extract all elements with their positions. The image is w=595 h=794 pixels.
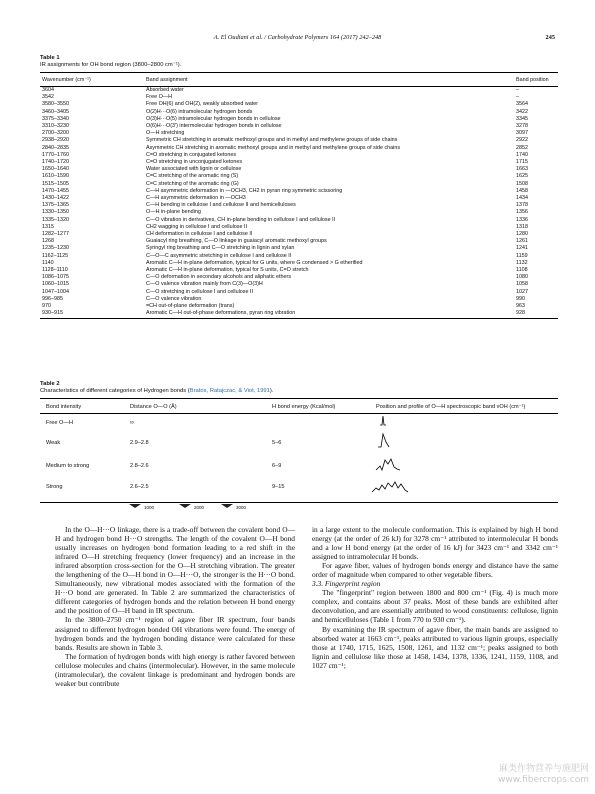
table1-cell: C—O valence vibration	[146, 295, 202, 302]
table1-cell: C—O stretching in cellulose I and cellulose II	[146, 288, 253, 295]
table1-cell: 2922	[516, 137, 528, 144]
table1-row	[40, 245, 558, 252]
table1-row	[40, 281, 558, 288]
table1-cell: C—H asymmetric deformation in —OCH3	[146, 195, 246, 202]
table1-cell: 3460–3405	[42, 108, 69, 115]
strong-band-profile	[372, 482, 408, 492]
table1-cell: 963	[516, 303, 525, 310]
table2-cell: Weak	[46, 440, 61, 446]
table2-header: Bond intensity	[46, 404, 82, 410]
table1-cell: 1515–1505	[42, 180, 69, 187]
table1-cell: 1027	[516, 288, 528, 295]
table2-caption-text: Characteristics of different categories of Hydrogen bonds (	[40, 388, 190, 394]
table1-header: Band assignment	[144, 73, 514, 87]
table1-cell: 1770–1760	[42, 151, 69, 158]
table2-label: Table 2	[40, 381, 60, 387]
table1-cell: C—H asymmetric deformation in —OCH3, CH2 in pyran ring symmetric scissoring	[146, 187, 343, 194]
table1-cell: 3097	[516, 130, 528, 137]
table1-cell: Asymmetric CH stretching in aromatic methoxyl groups and in methyl and methylene groups of side chains	[146, 144, 401, 151]
table1-header: Band position	[514, 73, 558, 87]
table1-cell: 1268	[42, 238, 54, 245]
table1-cell: O(2)H···O(6) intramolecular hydrogen bonds	[146, 108, 253, 115]
table1-row	[40, 202, 558, 209]
table1-cell: O—H stretching	[146, 130, 185, 137]
table1-cell: 1336	[516, 216, 528, 223]
table2-header: Position and profile of O—H spectroscopic band νOH (cm⁻¹)	[376, 404, 526, 410]
table1-cell: 1280	[516, 231, 528, 238]
table1-body	[40, 87, 558, 319]
table1-cell: Aromatic C—H out-of-phase deformations, pyran ring vibration	[144, 310, 514, 318]
table1-header: Wavenumber (cm⁻¹)	[40, 73, 144, 87]
table1-cell: 3580–3550	[42, 101, 69, 108]
medium-band-profile	[376, 459, 400, 470]
table1-cell: 1235–1230	[42, 245, 69, 252]
journal-citation: A. El Oudiani et al. / Carbohydrate Polymers 164 (2017) 242–248	[213, 34, 382, 41]
table1-cell: 1470–1455	[42, 187, 69, 194]
paragraph: By examining the IR spectrum of agave fiber, the main bands are assigned to absorbed water at 1663 cm⁻¹, peaks attributed to various lignin groups, especially those at 1740, 1715, 1625, 1508, 1261, and 1132 cm⁻¹; peaks assigned to both lignin and cellulose like those at 1458, 1434, 1378, 1336, 1241, 1159, 1108, and 1027 cm⁻¹;	[312, 624, 558, 670]
table1-row	[40, 224, 558, 231]
table1-cell: 3345	[516, 115, 528, 122]
table1-cell: O—H in-plane bending	[146, 209, 201, 216]
table1-cell: 1058	[516, 281, 528, 288]
table1-cell: 970	[42, 303, 51, 310]
table1-row	[40, 188, 558, 195]
table1-cell: Aromatic C—H in-plane deformation, typical for S units, C=O stretch	[146, 267, 309, 274]
table1-cell: 1047–1004	[42, 288, 69, 295]
table1-cell: 1740	[516, 151, 528, 158]
table1-cell: C—O—C asymmetric stretching in cellulose I and cellulose II	[146, 252, 292, 259]
table1-row	[40, 101, 558, 108]
table1-cell: –	[516, 87, 519, 93]
table1-cell: 3542	[42, 94, 54, 101]
table1-cell: 2700–3200	[42, 130, 69, 137]
table1-cell: 1140	[42, 259, 54, 266]
table1-row	[40, 159, 558, 166]
table1-row	[40, 152, 558, 159]
table1-cell: O(3)H···O(5) intramolecular hydrogen bonds in cellulose	[146, 115, 281, 122]
table1-cell: C—H bending in cellulose I and cellulose II and hemicelluloses	[146, 202, 296, 209]
table1-cell: 1261	[516, 238, 528, 245]
watermark-line: www.fibercrops.com	[498, 775, 589, 785]
table1-row	[40, 166, 558, 173]
table1	[40, 72, 558, 319]
table1-cell: Free O—H	[146, 94, 173, 101]
watermark-line: 麻类作物营养与施肥网	[498, 764, 589, 774]
table1-cell: 1378	[516, 202, 528, 209]
table1-header-row	[40, 73, 558, 87]
table1-cell: 3422	[516, 108, 528, 115]
table2-cell: ∞	[130, 420, 134, 426]
table1-cell: 1108	[516, 267, 528, 274]
table1-cell: Water associated with lignin or cellulose	[146, 166, 242, 173]
table1-cell: =CH out-of-plane deformation (trans)	[146, 303, 235, 310]
table2-cell: Strong	[46, 484, 63, 490]
page-number: 245	[545, 34, 555, 41]
table1-row	[40, 116, 558, 123]
table1-cell: 1080	[516, 274, 528, 281]
table1-row	[40, 310, 558, 318]
axis-mark-label: 3000	[236, 505, 247, 510]
table1-cell: 1375–1365	[42, 202, 69, 209]
table1-row	[40, 274, 558, 281]
table1-cell: Symmetric CH stretching in aromatic methoxyl groups and in methyl and methylene groups of side chains	[146, 137, 398, 144]
table1-row	[40, 109, 558, 116]
table1-row	[40, 260, 558, 267]
table1-row	[40, 87, 558, 95]
right-column-text	[312, 525, 558, 670]
table1-cell: 928	[514, 310, 558, 318]
table1-title: IR assignments for OH bond region (3800–2800 cm⁻¹).	[40, 62, 182, 68]
left-column-text	[55, 525, 295, 688]
running-header	[40, 34, 555, 44]
table1-cell: CH deformation in cellulose I and cellulose II	[146, 231, 253, 238]
table1-cell: 996–985	[42, 295, 63, 302]
table1-cell: Aromatic C—H in-plane deformation, typical for G units, where G condensed > G etherified	[146, 259, 363, 266]
table1-cell: 3375–3340	[42, 115, 69, 122]
watermark	[498, 764, 589, 786]
table1-cell: 2840–2835	[42, 144, 69, 151]
paragraph: The formation of hydrogen bonds with high energy is rather favored between cellulose molecules and chains (intermolecular). However, in the same molecule (intramolecular), the covalent linkage is predominant and hydrogen bonds are weaker but contribute	[55, 651, 295, 688]
table1-cell: 1335–1320	[42, 216, 69, 223]
table1-cell: 1159	[516, 252, 528, 259]
table1-cell: 1132	[516, 259, 528, 266]
table1-cell: 1282–1277	[42, 231, 69, 238]
paragraph: in a large extent to the molecule conformation. This is explained by high H bond energy (at the order of 26 kJ) for 3278 cm⁻¹ attributed to intermolecular H bonds and a low H bond energy (at the order of 16 kJ) for 3423 cm⁻¹ and 3342 cm⁻¹ assigned to intramolecular H bonds.	[312, 525, 558, 562]
table1-cell: 1330–1350	[42, 209, 69, 216]
table2-cell: Medium to strong	[46, 463, 90, 469]
table1-cell: 1458	[516, 187, 528, 194]
table2-caption-end: ).	[269, 388, 274, 394]
table1-cell: 1086–1075	[42, 274, 69, 281]
table1-cell: 1610–1590	[42, 173, 69, 180]
table1-label: Table 1	[40, 55, 60, 61]
table1-cell: 1650–1640	[42, 166, 69, 173]
table1-row	[40, 253, 558, 260]
table1-cell: 1060–1015	[42, 281, 69, 288]
table2-cell: 2.9–2.8	[130, 440, 149, 446]
paragraph: In the O—H···O linkage, there is a trade-off between the covalent bond O—H and hydrogen bond H···O strengths. The length of the covalent O—H bond usually increases on hydrogen bond formation leading to a red shift in the infrared O—H stretching frequency (lower frequency) and an increase in the infrared absorption cross-section for the O—H stretching vibration. The greater the lengthening of the O—H bond in O—H···O, the stronger is the H···O bond. Simultaneously, new vibrational modes associated with the formation of the H···O bond are generated. In Table 2 are summarized the characteristics of different categories of hydrogen bonds and the relation between H bond energy and the position of O—H band in IR spectrum.	[55, 525, 295, 616]
table2-cell: 5–6	[272, 440, 282, 446]
axis-mark-label: 1000	[144, 505, 155, 510]
table1-cell: –	[516, 94, 519, 101]
paragraph: In the 3800–2750 cm⁻¹ region of agave fiber IR spectrum, four bands assigned to different hydrogen bonded OH vibrations were found. The energy of hydrogen bonds and the hydrogen bonding distance were calculated for these bands. Results are shown in Table 3.	[55, 615, 295, 652]
table1-cell: C=O stretching in conjugated ketones	[146, 151, 237, 158]
table1-cell: CH2 wagging in cellulose I and cellulose II	[146, 223, 247, 230]
table1-row	[40, 94, 558, 101]
table2-header: H bond energy (Kcal/mol)	[272, 404, 336, 410]
table1-cell: 1315	[42, 223, 54, 230]
table1-row	[40, 296, 558, 303]
table1-row	[40, 195, 558, 202]
table1-cell: 1318	[516, 223, 528, 230]
free-oh-band-profile	[380, 416, 386, 425]
table1-cell: Absorbed water	[146, 87, 184, 93]
table1-cell: 1740–1720	[42, 159, 69, 166]
table1-cell: O(6)H···O(3') intermolecular hydrogen bonds in cellulose	[146, 123, 282, 130]
table1-cell: 3310–3230	[42, 123, 69, 130]
table1-cell: C—O valence vibration mainly from C(3)—O(3)H	[146, 281, 263, 288]
table1-cell: 1356	[516, 209, 528, 216]
axis-marker-icon	[128, 503, 142, 509]
table1-row	[40, 123, 558, 130]
table1-row	[40, 217, 558, 224]
table1-cell: C=C stretching of the aromatic ring (G)	[146, 180, 239, 187]
table1-cell: 990	[516, 295, 525, 302]
table2-top-rule	[40, 398, 558, 399]
table1-cell: 1663	[516, 166, 528, 173]
table2-header-rule	[40, 413, 558, 414]
section-title: 3.3. Fingerprint region	[312, 579, 381, 589]
table1-cell: 930–915	[40, 310, 144, 318]
table1-cell: 1430–1422	[42, 195, 69, 202]
oh-band-profiles	[370, 412, 440, 502]
weak-band-profile	[378, 434, 389, 447]
table1-row	[40, 173, 558, 180]
table1-cell: C=O stretching in unconjugated ketones	[146, 159, 243, 166]
table1-cell: 1128–1110	[42, 267, 68, 274]
table2-cell: 2.6–2.5	[130, 484, 149, 490]
table1-cell: 3564	[516, 101, 528, 108]
table2-citation-link[interactable]: Bratos, Ratajczac, & Viot, 1991	[189, 388, 270, 394]
table1-row	[40, 289, 558, 296]
table1-row	[40, 303, 558, 310]
table1-cell: 1434	[516, 195, 528, 202]
table1-row	[40, 181, 558, 188]
table1-cell: 1241	[516, 245, 528, 252]
axis-marker-icon	[178, 503, 192, 509]
table2-cell: Free O—H	[46, 420, 74, 426]
table1-cell: Guaiacyl ring breathing, C—O linkage in guaiacyl aromatic methoxyl groups	[146, 238, 327, 245]
table2-cell: 2.8–2.6	[130, 463, 149, 469]
table1-cell: C—O vibration in derivatives, CH in-plane bending in cellulose I and cellulose II	[146, 216, 336, 223]
table1-row	[40, 137, 558, 144]
paragraph: The "fingerprint" region between 1800 and 800 cm⁻¹ (Fig. 4) is much more complex, and contains about 37 peaks. Most of these bands are exhibited after deconvolution, and are essentially attributed to wood constituents: cellulose, lignin and hemicelluloses (Table 1 from 770 to 930 cm⁻¹).	[312, 588, 558, 625]
table1-cell: 2938–2920	[42, 137, 69, 144]
table1-cell: 3278	[516, 123, 528, 130]
table1-cell: Free OH(6) and OH(2), weakly absorbed water	[146, 101, 259, 108]
table1-cell: C=C stretching of the aromatic ring (S)	[146, 173, 239, 180]
axis-marker-icon	[220, 503, 234, 509]
table1-row	[40, 130, 558, 137]
table1-caption	[40, 55, 181, 69]
table1-row	[40, 145, 558, 152]
table1-cell: 1625	[516, 173, 528, 180]
axis-mark-label: 2000	[194, 505, 205, 510]
table1-cell: C—O deformation in secondary alcohols and aliphatic ethers	[146, 274, 292, 281]
table1-cell: 1508	[516, 180, 528, 187]
table1-cell: 3604	[42, 87, 54, 93]
table1-cell: 1715	[516, 159, 528, 166]
table1-row	[40, 231, 558, 238]
table1-cell: 1162–1125	[42, 252, 69, 259]
table1-cell: 2852	[516, 144, 528, 151]
table2-cell: 6–9	[272, 463, 282, 469]
table1-row	[40, 238, 558, 245]
table1-row	[40, 209, 558, 216]
table2-bottom-rule	[40, 502, 558, 503]
table2-caption	[40, 381, 273, 395]
table2-cell: 9–15	[272, 484, 285, 490]
paragraph: For agave fiber, values of hydrogen bonds energy and distance have the same order of magnitude when compared to other vegetable fibers.	[312, 561, 558, 580]
table2-header: Distance O—O (Å)	[130, 404, 177, 410]
table1-row	[40, 267, 558, 274]
table1-cell: Syringyl ring breathing and C—O stretching in lignin and xylan	[146, 245, 295, 252]
